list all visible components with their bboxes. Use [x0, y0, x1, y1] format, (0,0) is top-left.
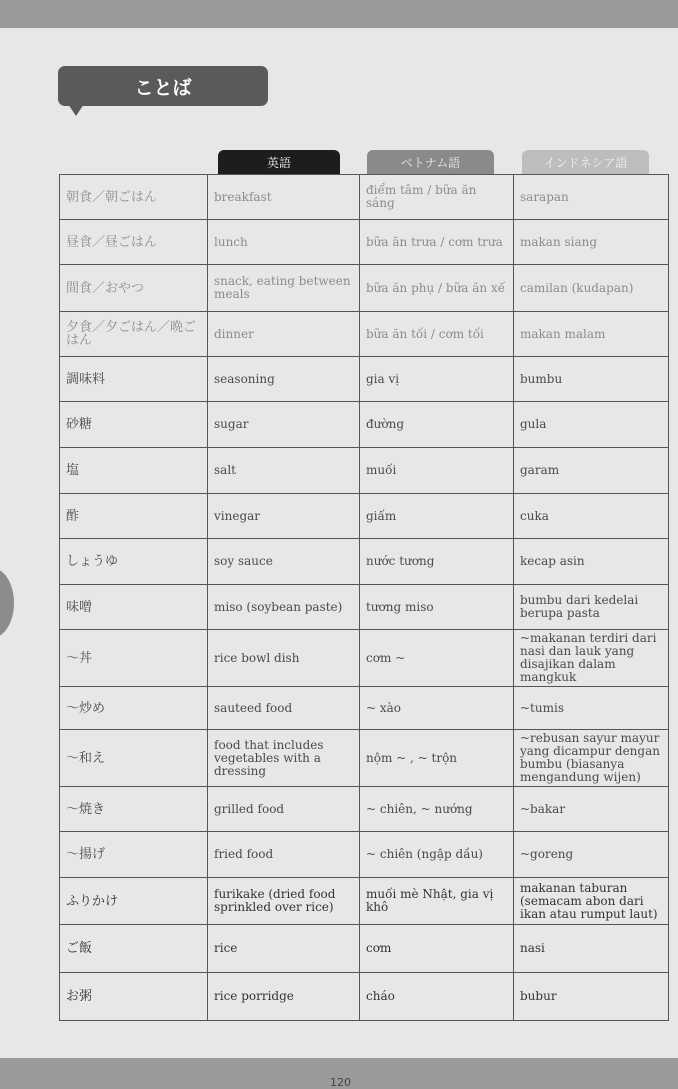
- english-term: furikake (dried food sprinkled over rice): [208, 878, 360, 925]
- english-term: salt: [208, 448, 360, 494]
- table-row: [60, 585, 669, 630]
- table-row: [60, 973, 669, 1021]
- japanese-term: ご飯: [60, 925, 208, 973]
- vietnamese-term: ~ xào: [360, 687, 514, 730]
- japanese-term: 酢: [60, 494, 208, 539]
- table-row: [60, 312, 669, 357]
- japanese-term: 味噌: [60, 585, 208, 630]
- japanese-term: 砂糖: [60, 402, 208, 448]
- table-row: [60, 220, 669, 265]
- textbook-page: [0, 28, 678, 1089]
- indonesian-term: makan malam: [514, 312, 669, 357]
- vietnamese-term: gia vị: [360, 357, 514, 402]
- section-title: ことば: [58, 66, 268, 106]
- vietnamese-term: cháo: [360, 973, 514, 1021]
- english-term: grilled food: [208, 787, 360, 832]
- japanese-term: 塩: [60, 448, 208, 494]
- table-row: [60, 265, 669, 312]
- japanese-term: ～焼き: [60, 787, 208, 832]
- vietnamese-term: điểm tâm / bữa ăn sáng: [360, 175, 514, 220]
- title-speech-tail: [68, 104, 84, 116]
- english-term: miso (soybean paste): [208, 585, 360, 630]
- english-term: rice bowl dish: [208, 630, 360, 687]
- indonesian-term: ~goreng: [514, 832, 669, 878]
- vietnamese-term: bữa ăn phụ / bữa ăn xế: [360, 265, 514, 312]
- japanese-term: お粥: [60, 973, 208, 1021]
- english-term: sugar: [208, 402, 360, 448]
- thumb-shadow: [0, 568, 14, 638]
- vietnamese-term: nộm ~ , ~ trộn: [360, 730, 514, 787]
- vietnamese-term: nước tương: [360, 539, 514, 585]
- vietnamese-term: cơm: [360, 925, 514, 973]
- vietnamese-term: đường: [360, 402, 514, 448]
- vocabulary-table: [59, 174, 669, 1021]
- english-term: seasoning: [208, 357, 360, 402]
- indonesian-term: makan siang: [514, 220, 669, 265]
- indonesian-term: ~tumis: [514, 687, 669, 730]
- indonesian-term: sarapan: [514, 175, 669, 220]
- japanese-term: ～炒め: [60, 687, 208, 730]
- english-term: lunch: [208, 220, 360, 265]
- indonesian-term: makanan taburan (semacam abon dari ikan atau rumput laut): [514, 878, 669, 925]
- vietnamese-term: giấm: [360, 494, 514, 539]
- english-term: breakfast: [208, 175, 360, 220]
- english-term: dinner: [208, 312, 360, 357]
- vietnamese-term: bữa ăn trưa / cơm trưa: [360, 220, 514, 265]
- vietnamese-term: ~ chiên (ngập dầu): [360, 832, 514, 878]
- vietnamese-term: ~ chiên, ~ nướng: [360, 787, 514, 832]
- english-term: food that includes vegetables with a dressing: [208, 730, 360, 787]
- indonesian-term: garam: [514, 448, 669, 494]
- table-row: [60, 357, 669, 402]
- english-term: snack, eating between meals: [208, 265, 360, 312]
- indonesian-term: bumbu dari kedelai berupa pasta: [514, 585, 669, 630]
- table-row: [60, 925, 669, 973]
- table-row: [60, 787, 669, 832]
- english-term: fried food: [208, 832, 360, 878]
- vietnamese-term: tương miso: [360, 585, 514, 630]
- english-term: vinegar: [208, 494, 360, 539]
- indonesian-term: ~bakar: [514, 787, 669, 832]
- japanese-term: ～和え: [60, 730, 208, 787]
- table-row: [60, 730, 669, 787]
- table-row: [60, 687, 669, 730]
- indonesian-term: camilan (kudapan): [514, 265, 669, 312]
- table-row: [60, 878, 669, 925]
- japanese-term: 昼食／昼ごはん: [60, 220, 208, 265]
- japanese-term: 間食／おやつ: [60, 265, 208, 312]
- table-row: [60, 448, 669, 494]
- table-row: [60, 630, 669, 687]
- header-english: 英語: [218, 150, 340, 174]
- japanese-term: ～揚げ: [60, 832, 208, 878]
- header-vietnamese: ベトナム語: [367, 150, 494, 174]
- japanese-term: 調味料: [60, 357, 208, 402]
- english-term: soy sauce: [208, 539, 360, 585]
- japanese-term: 朝食／朝ごはん: [60, 175, 208, 220]
- header-indonesian: インドネシア語: [522, 150, 649, 174]
- indonesian-term: nasi: [514, 925, 669, 973]
- page-number: 120: [330, 1076, 351, 1089]
- english-term: sauteed food: [208, 687, 360, 730]
- english-term: rice porridge: [208, 973, 360, 1021]
- table-row: [60, 402, 669, 448]
- table-row: [60, 832, 669, 878]
- table-row: [60, 539, 669, 585]
- english-term: rice: [208, 925, 360, 973]
- japanese-term: ふりかけ: [60, 878, 208, 925]
- vietnamese-term: cơm ~: [360, 630, 514, 687]
- vietnamese-term: bữa ăn tối / cơm tối: [360, 312, 514, 357]
- table-row: [60, 494, 669, 539]
- vietnamese-term: muối mè Nhật, gia vị khô: [360, 878, 514, 925]
- table-row: [60, 175, 669, 220]
- indonesian-term: ~makanan terdiri dari nasi dan lauk yang disajikan dalam mangkuk: [514, 630, 669, 687]
- indonesian-term: ~rebusan sayur mayur yang dicampur dengan bumbu (biasanya mengandung wijen): [514, 730, 669, 787]
- japanese-term: 夕食／夕ごはん／晩ごはん: [60, 312, 208, 357]
- indonesian-term: bumbu: [514, 357, 669, 402]
- indonesian-term: gula: [514, 402, 669, 448]
- indonesian-term: bubur: [514, 973, 669, 1021]
- vietnamese-term: muối: [360, 448, 514, 494]
- indonesian-term: cuka: [514, 494, 669, 539]
- indonesian-term: kecap asin: [514, 539, 669, 585]
- japanese-term: ～丼: [60, 630, 208, 687]
- japanese-term: しょうゆ: [60, 539, 208, 585]
